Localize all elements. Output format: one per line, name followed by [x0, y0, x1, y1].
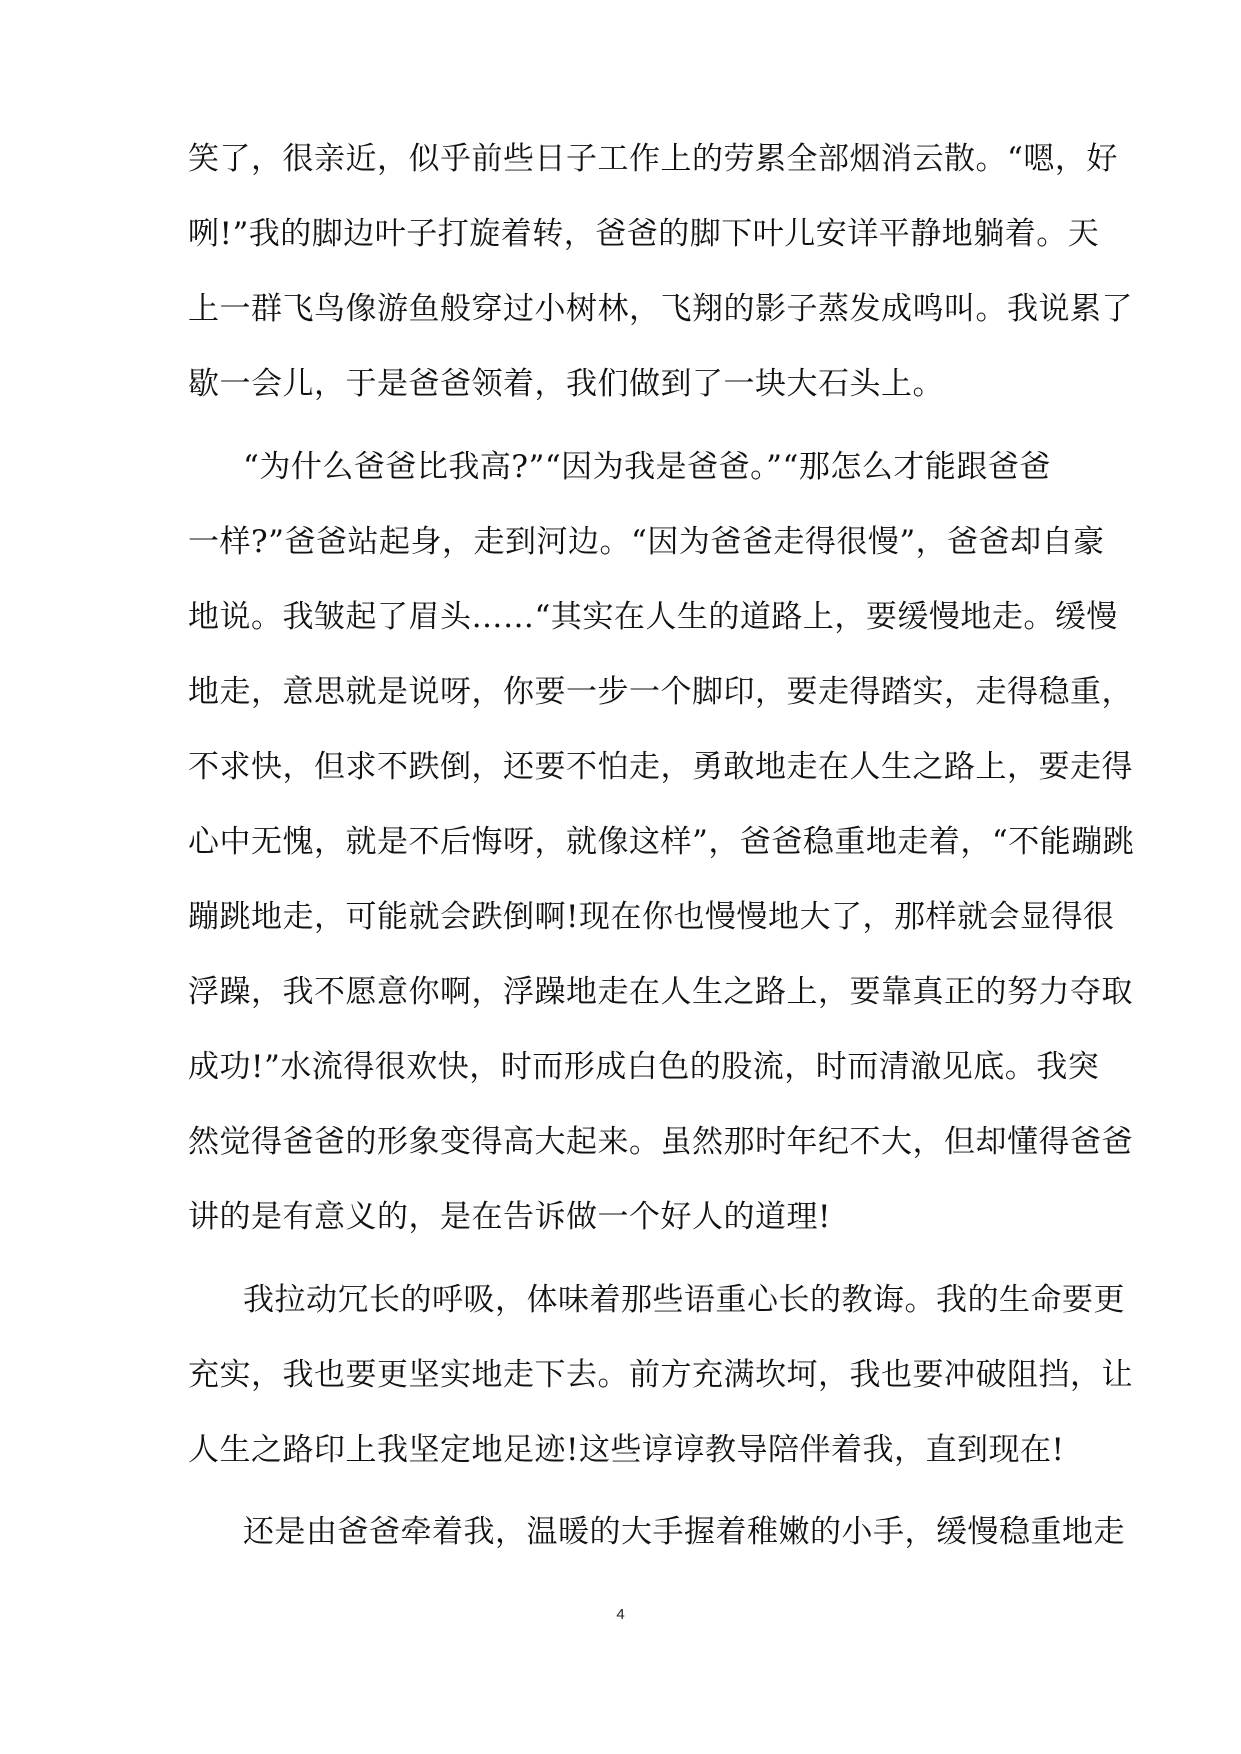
text-line: 人生之路印上我坚定地足迹!这些谆谆教导陪伴着我，直到现在!	[188, 1432, 1065, 1468]
text-line: 然觉得爸爸的形象变得高大起来。虽然那时年纪不大，但却懂得爸爸	[188, 1124, 1133, 1160]
text-line: 心中无愧，就是不后悔呀，就像这样”，爸爸稳重地走着，“不能蹦跳	[188, 824, 1135, 860]
text-line: 歇一会儿，于是爸爸领着，我们做到了一块大石头上。	[188, 366, 944, 402]
text-line: 不求快，但求不跌倒，还要不怕走，勇敢地走在人生之路上，要走得	[188, 749, 1133, 785]
text-line: 地说。我皱起了眉头……“其实在人生的道路上，要缓慢地走。缓慢	[188, 599, 1118, 635]
page-number: 4	[616, 1606, 625, 1623]
text-line: 笑了，很亲近，似乎前些日子工作上的劳累全部烟消云散。“嗯，好	[188, 141, 1118, 177]
text-line: 咧!”我的脚边叶子打旋着转，爸爸的脚下叶儿安详平静地躺着。天	[188, 216, 1100, 252]
text-line: 讲的是有意义的，是在告诉做一个好人的道理!	[188, 1199, 831, 1235]
text-line: 成功!”水流得很欢快，时而形成白色的股流，时而清澈见底。我突	[188, 1049, 1100, 1085]
paragraph-first-line: 还是由爸爸牵着我，温暖的大手握着稚嫩的小手，缓慢稳重地走	[243, 1514, 1125, 1550]
text-line: 一样?”爸爸站起身，走到河边。“因为爸爸走得很慢”，爸爸却自豪	[188, 524, 1105, 560]
text-line: 充实，我也要更坚实地走下去。前方充满坎坷，我也要冲破阻挡，让	[188, 1357, 1133, 1393]
text-line: 地走，意思就是说呀，你要一步一个脚印，要走得踏实，走得稳重，	[188, 674, 1133, 710]
text-line: 上一群飞鸟像游鱼般穿过小树林，飞翔的影子蒸发成鸣叫。我说累了	[188, 291, 1133, 327]
paragraph-first-line: 我拉动冗长的呼吸，体味着那些语重心长的教诲。我的生命要更	[243, 1282, 1125, 1318]
text-line: 蹦跳地走，可能就会跌倒啊!现在你也慢慢地大了，那样就会显得很	[188, 899, 1115, 935]
text-line: 浮躁，我不愿意你啊，浮躁地走在人生之路上，要靠真正的努力夺取	[188, 974, 1133, 1010]
paragraph-first-line: “为什么爸爸比我高?”“因为我是爸爸。”“那怎么才能跟爸爸	[243, 449, 1051, 485]
